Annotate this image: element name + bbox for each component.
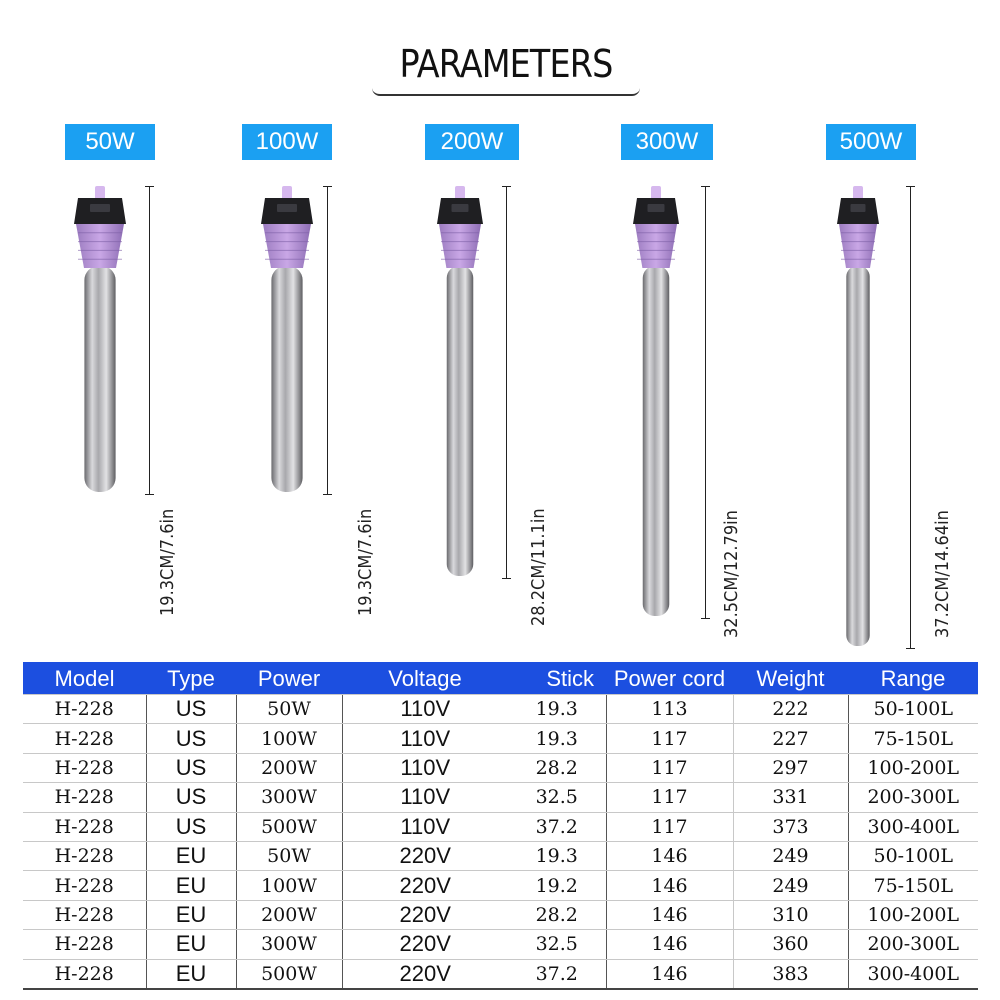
cell-model: H-228: [23, 695, 146, 724]
title-underline: [372, 88, 640, 96]
table-row: [23, 783, 978, 812]
table-row: [23, 695, 978, 724]
cell-model: H-228: [23, 724, 146, 753]
cell-stick: 19.3: [508, 695, 606, 724]
cell-power-cord: 146: [606, 900, 733, 929]
cell-range: 100-200L: [848, 753, 978, 782]
cell-model: H-228: [23, 900, 146, 929]
heater-image-500w: [828, 186, 888, 652]
cell-model: H-228: [23, 871, 146, 900]
cell-type: US: [146, 724, 236, 753]
cell-model: H-228: [23, 753, 146, 782]
table-row: [23, 871, 978, 900]
cell-power-cord: 117: [606, 812, 733, 841]
cell-voltage: 220V: [342, 959, 508, 989]
cell-range: 75-150L: [848, 871, 978, 900]
dimension-label: 19.3CM/7.6in: [355, 508, 376, 616]
heater-label-50w: 50W: [65, 124, 155, 160]
cell-power: 50W: [236, 841, 342, 870]
cell-power: 300W: [236, 783, 342, 812]
heater-image-100w: [252, 186, 322, 498]
table-row: [23, 812, 978, 841]
cell-weight: 249: [733, 841, 848, 870]
cell-stick: 32.5: [508, 930, 606, 959]
col-header-weight: Weight: [733, 663, 848, 695]
table-row: [23, 900, 978, 929]
dimension-label: 28.2CM/11.1in: [528, 508, 549, 626]
cell-power-cord: 146: [606, 959, 733, 989]
cell-power-cord: 146: [606, 871, 733, 900]
cell-power: 500W: [236, 959, 342, 989]
cell-weight: 383: [733, 959, 848, 989]
cell-type: US: [146, 812, 236, 841]
cell-stick: 37.2: [508, 812, 606, 841]
cell-type: EU: [146, 959, 236, 989]
cell-voltage: 110V: [342, 812, 508, 841]
table-row: [23, 753, 978, 782]
cell-stick: 32.5: [508, 783, 606, 812]
cell-power-cord: 146: [606, 930, 733, 959]
col-header-model: Model: [23, 663, 146, 695]
cell-power: 300W: [236, 930, 342, 959]
cell-voltage: 110V: [342, 783, 508, 812]
cell-stick: 37.2: [508, 959, 606, 989]
cell-range: 300-400L: [848, 959, 978, 989]
cell-model: H-228: [23, 930, 146, 959]
cell-weight: 227: [733, 724, 848, 753]
cell-voltage: 110V: [342, 724, 508, 753]
table-header-row: [23, 663, 978, 695]
cell-voltage: 220V: [342, 871, 508, 900]
page-title: PARAMETERS: [399, 42, 613, 86]
cell-power-cord: 113: [606, 695, 733, 724]
cell-type: EU: [146, 930, 236, 959]
cell-type: US: [146, 753, 236, 782]
cell-power: 200W: [236, 900, 342, 929]
table-row: [23, 959, 978, 989]
cell-weight: 297: [733, 753, 848, 782]
heater-label-500w: 500W: [826, 124, 916, 160]
col-header-power-cord: Power cord: [606, 663, 733, 695]
cell-model: H-228: [23, 841, 146, 870]
cell-type: US: [146, 695, 236, 724]
cell-weight: 331: [733, 783, 848, 812]
cell-weight: 249: [733, 871, 848, 900]
cell-range: 100-200L: [848, 900, 978, 929]
cell-voltage: 220V: [342, 930, 508, 959]
cell-weight: 222: [733, 695, 848, 724]
cell-power: 100W: [236, 724, 342, 753]
spec-table: [23, 662, 978, 990]
heater-label-100w: 100W: [242, 124, 332, 160]
table-row: [23, 724, 978, 753]
heater-image-300w: [624, 186, 688, 622]
cell-range: 300-400L: [848, 812, 978, 841]
heater-label-200w: 200W: [425, 124, 519, 160]
cell-range: 50-100L: [848, 695, 978, 724]
cell-power: 50W: [236, 695, 342, 724]
dimension-label: 37.2CM/14.64in: [932, 510, 953, 638]
col-header-stick: Stick: [508, 663, 606, 695]
col-header-power: Power: [236, 663, 342, 695]
cell-type: EU: [146, 900, 236, 929]
dimension-label: 32.5CM/12.79in: [721, 510, 742, 638]
cell-power: 500W: [236, 812, 342, 841]
cell-stick: 19.3: [508, 724, 606, 753]
cell-weight: 310: [733, 900, 848, 929]
cell-power-cord: 117: [606, 724, 733, 753]
cell-stick: 19.2: [508, 871, 606, 900]
cell-weight: 373: [733, 812, 848, 841]
cell-model: H-228: [23, 959, 146, 989]
cell-power-cord: 117: [606, 783, 733, 812]
col-header-voltage: Voltage: [342, 663, 508, 695]
cell-voltage: 110V: [342, 753, 508, 782]
cell-type: EU: [146, 841, 236, 870]
cell-power-cord: 117: [606, 753, 733, 782]
cell-range: 200-300L: [848, 930, 978, 959]
cell-type: EU: [146, 871, 236, 900]
cell-weight: 360: [733, 930, 848, 959]
heater-label-300w: 300W: [621, 124, 713, 160]
cell-voltage: 220V: [342, 841, 508, 870]
cell-range: 200-300L: [848, 783, 978, 812]
cell-voltage: 220V: [342, 900, 508, 929]
cell-model: H-228: [23, 812, 146, 841]
cell-power: 100W: [236, 871, 342, 900]
cell-stick: 28.2: [508, 900, 606, 929]
cell-range: 50-100L: [848, 841, 978, 870]
dimension-label: 19.3CM/7.6in: [157, 508, 178, 616]
cell-power-cord: 146: [606, 841, 733, 870]
cell-voltage: 110V: [342, 695, 508, 724]
cell-type: US: [146, 783, 236, 812]
table-row: [23, 930, 978, 959]
cell-stick: 28.2: [508, 753, 606, 782]
col-header-range: Range: [848, 663, 978, 695]
cell-power: 200W: [236, 753, 342, 782]
cell-range: 75-150L: [848, 724, 978, 753]
cell-stick: 19.3: [508, 841, 606, 870]
table-row: [23, 841, 978, 870]
cell-model: H-228: [23, 783, 146, 812]
col-header-type: Type: [146, 663, 236, 695]
heater-image-200w: [428, 186, 492, 582]
heater-image-50w: [65, 186, 135, 498]
